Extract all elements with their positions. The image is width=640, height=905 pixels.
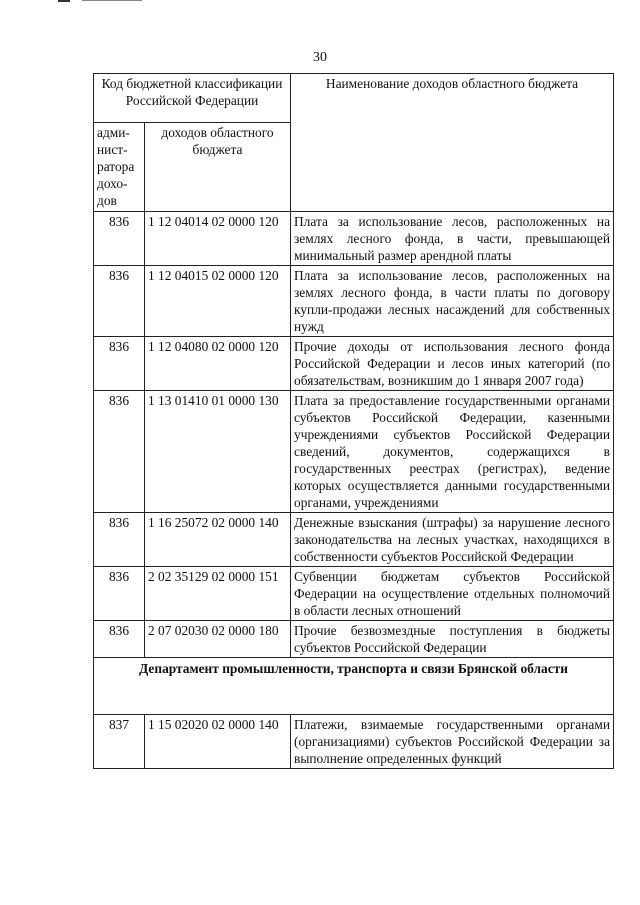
admin-code-cell: 837 (94, 715, 145, 769)
revenue-name-cell: Прочие доходы от использования лесного фонда Российской Федерации и лесов иных категорий (по обязательствам, возникшим до 1 января 2007 года) (291, 337, 614, 391)
revenue-name-cell: Плата за использование лесов, расположенных на землях лесного фонда, в части, превышающей минимальный размер арендной платы (291, 212, 614, 266)
income-code-cell: 1 12 04014 02 0000 120 (145, 212, 291, 266)
table-row (94, 391, 614, 513)
scan-edge-mark (58, 0, 70, 2)
department-heading-row (94, 658, 614, 715)
income-code-cell: 1 15 02020 02 0000 140 (145, 715, 291, 769)
revenue-name-cell: Плата за использование лесов, расположенных на землях лесного фонда, в части платы по договору купли-продажи лесных насаждений для собственных нужд (291, 266, 614, 337)
income-code-cell: 2 07 02030 02 0000 180 (145, 621, 291, 658)
admin-code-cell: 836 (94, 567, 145, 621)
table-row (94, 567, 614, 621)
revenue-name-cell: Прочие безвозмездные поступления в бюджеты субъектов Российской Федерации (291, 621, 614, 658)
table-row (94, 337, 614, 391)
admin-code-cell: 836 (94, 337, 145, 391)
admin-code-cell: 836 (94, 621, 145, 658)
income-code-cell: 1 13 01410 01 0000 130 (145, 391, 291, 513)
income-code-cell: 1 12 04080 02 0000 120 (145, 337, 291, 391)
header-revenue-name: Наименование доходов областного бюджета (291, 74, 614, 212)
admin-code-cell: 836 (94, 212, 145, 266)
page-number: 30 (313, 50, 327, 65)
revenue-name-cell: Плата за предоставление государственными органами субъектов Российской Федерации, казенными учреждениями субъектов Российской Федерации сведений, документов, содержащихся в государственных реестрах (регистрах), ведение которых осуществляется данными государственными органами, учреждениями (291, 391, 614, 513)
table-row (94, 266, 614, 337)
revenue-name-cell: Субвенции бюджетам субъектов Российской Федерации на осуществление отдельных полномочий в области лесных отношений (291, 567, 614, 621)
admin-code-cell: 836 (94, 513, 145, 567)
table-header-row (94, 74, 614, 123)
income-code-cell: 2 02 35129 02 0000 151 (145, 567, 291, 621)
table-row (94, 715, 614, 769)
income-code-cell: 1 16 25072 02 0000 140 (145, 513, 291, 567)
revenue-name-cell: Платежи, взимаемые государственными органами (организациями) субъектов Российской Федерации за выполнение определенных функций (291, 715, 614, 769)
header-regional-income: доходов областного бюджета (145, 123, 291, 212)
budget-classification-table (93, 73, 614, 769)
table-row (94, 621, 614, 658)
admin-code-cell: 836 (94, 391, 145, 513)
table-row (94, 212, 614, 266)
scan-edge-mark (82, 0, 142, 1)
table-row (94, 513, 614, 567)
revenue-name-cell: Денежные взыскания (штрафы) за нарушение лесного законодательства на лесных участках, находящихся в собственности субъектов Российской Федерации (291, 513, 614, 567)
admin-code-cell: 836 (94, 266, 145, 337)
department-title: Департамент промышленности, транспорта и связи Брянской области (94, 658, 614, 715)
header-administrator: адми-нист-ратора дохо-дов (94, 123, 145, 212)
header-classification-code: Код бюджетной классификации Российской Федерации (94, 74, 291, 123)
income-code-cell: 1 12 04015 02 0000 120 (145, 266, 291, 337)
